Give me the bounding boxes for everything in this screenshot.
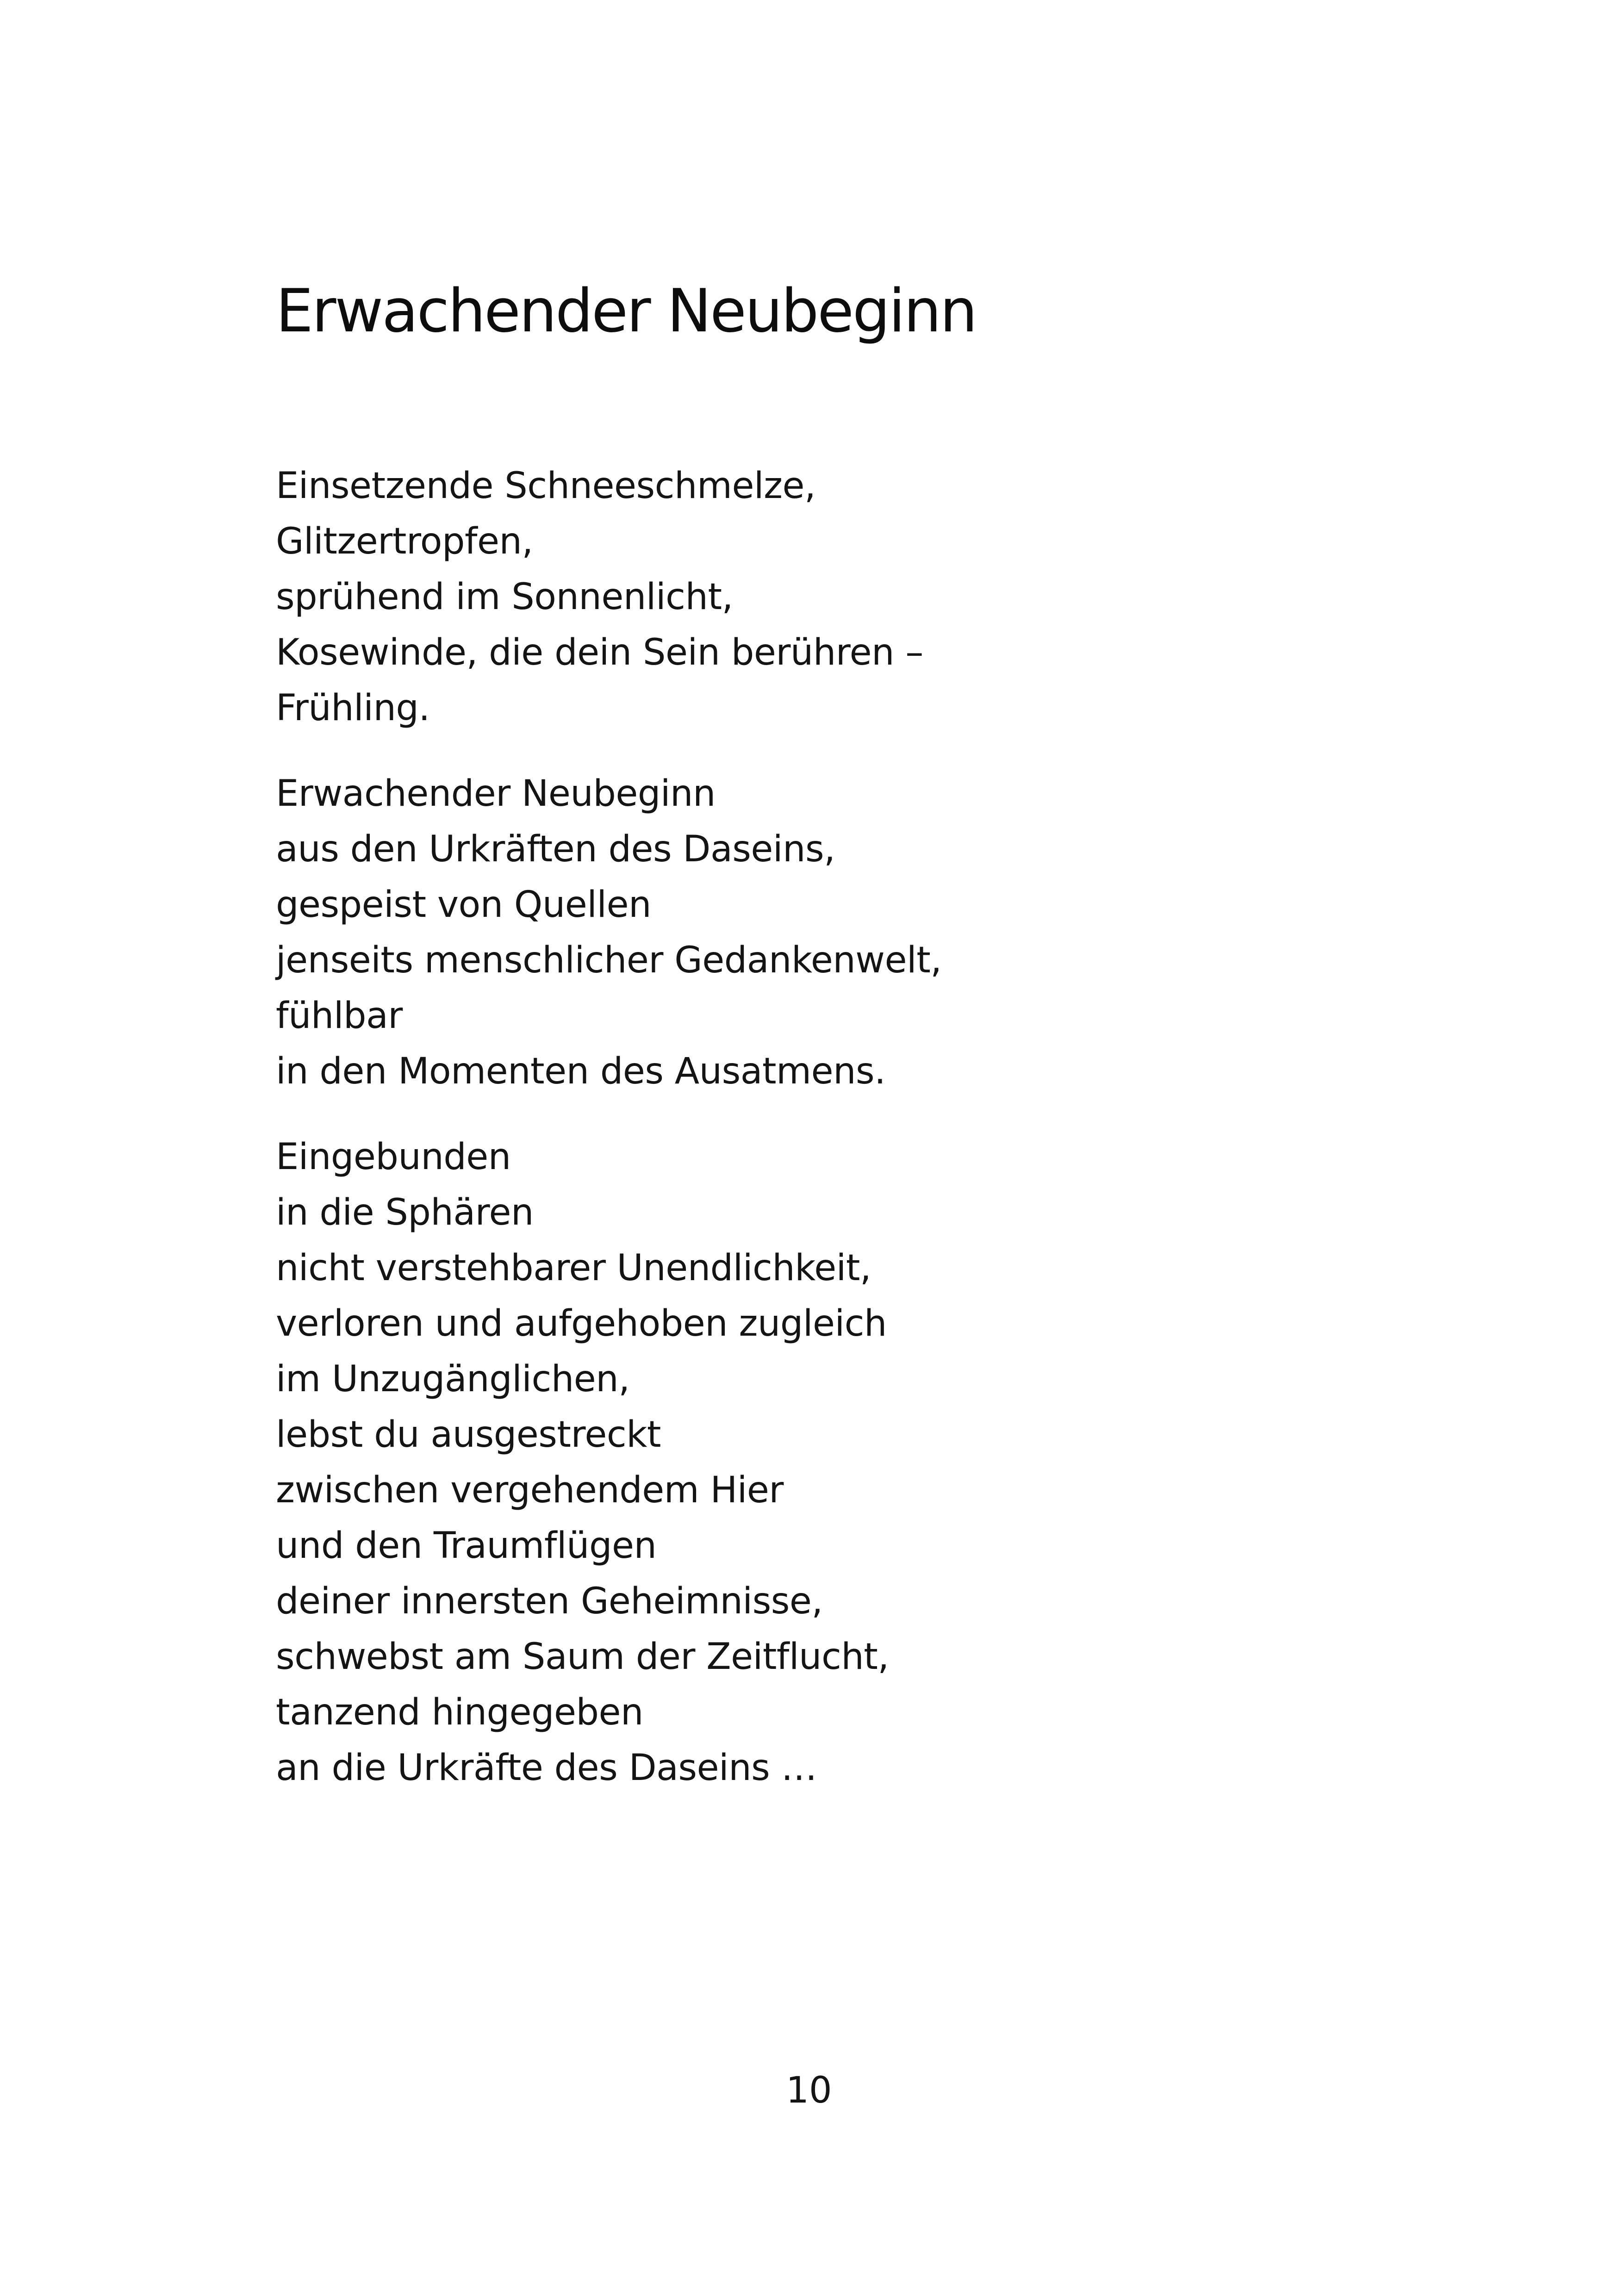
- poem-line: schwebst am Saum der Zeitflucht,: [276, 1636, 889, 1678]
- poem-line: aus den Urkräften des Daseins,: [276, 828, 835, 870]
- poem-line: deiner innersten Geheimnisse,: [276, 1580, 823, 1622]
- poem-line: jenseits menschlicher Gedankenwelt,: [276, 940, 942, 981]
- poem-line: Kosewinde, die dein Sein berühren –: [276, 632, 923, 673]
- poem-line: an die Urkräfte des Daseins …: [276, 1747, 817, 1789]
- poem-line: im Unzugänglichen,: [276, 1358, 630, 1400]
- poem-line: fühlbar: [276, 995, 403, 1037]
- poem-line: sprühend im Sonnenlicht,: [276, 576, 733, 618]
- poem-body: [276, 458, 1387, 1826]
- page-number: 10: [786, 2070, 832, 2111]
- poem-line: lebst du ausgestreckt: [276, 1414, 661, 1456]
- poem-line: Frühling.: [276, 687, 430, 729]
- poem-line: in den Momenten des Ausatmens.: [276, 1051, 886, 1092]
- poem-line: Eingebunden: [276, 1136, 511, 1178]
- poem-line: Einsetzende Schneeschmelze,: [276, 465, 816, 507]
- stanza-1: [276, 458, 1387, 736]
- poem-line: Erwachender Neubeginn: [276, 773, 716, 815]
- poem-title: Erwachender Neubeginn: [276, 277, 976, 346]
- poem-line: tanzend hingegeben: [276, 1692, 643, 1733]
- poem-line: Glitzertropfen,: [276, 521, 533, 562]
- poem-line: verloren und aufgehoben zugleich: [276, 1303, 887, 1344]
- poem-line: nicht verstehbarer Unendlichkeit,: [276, 1247, 871, 1289]
- poem-line: in die Sphären: [276, 1192, 534, 1233]
- stanza-3: [276, 1129, 1387, 1796]
- stanza-2: [276, 766, 1387, 1099]
- poem-line: und den Traumflügen: [276, 1525, 657, 1567]
- poem-line: zwischen vergehendem Hier: [276, 1469, 784, 1511]
- poem-line: gespeist von Quellen: [276, 884, 652, 926]
